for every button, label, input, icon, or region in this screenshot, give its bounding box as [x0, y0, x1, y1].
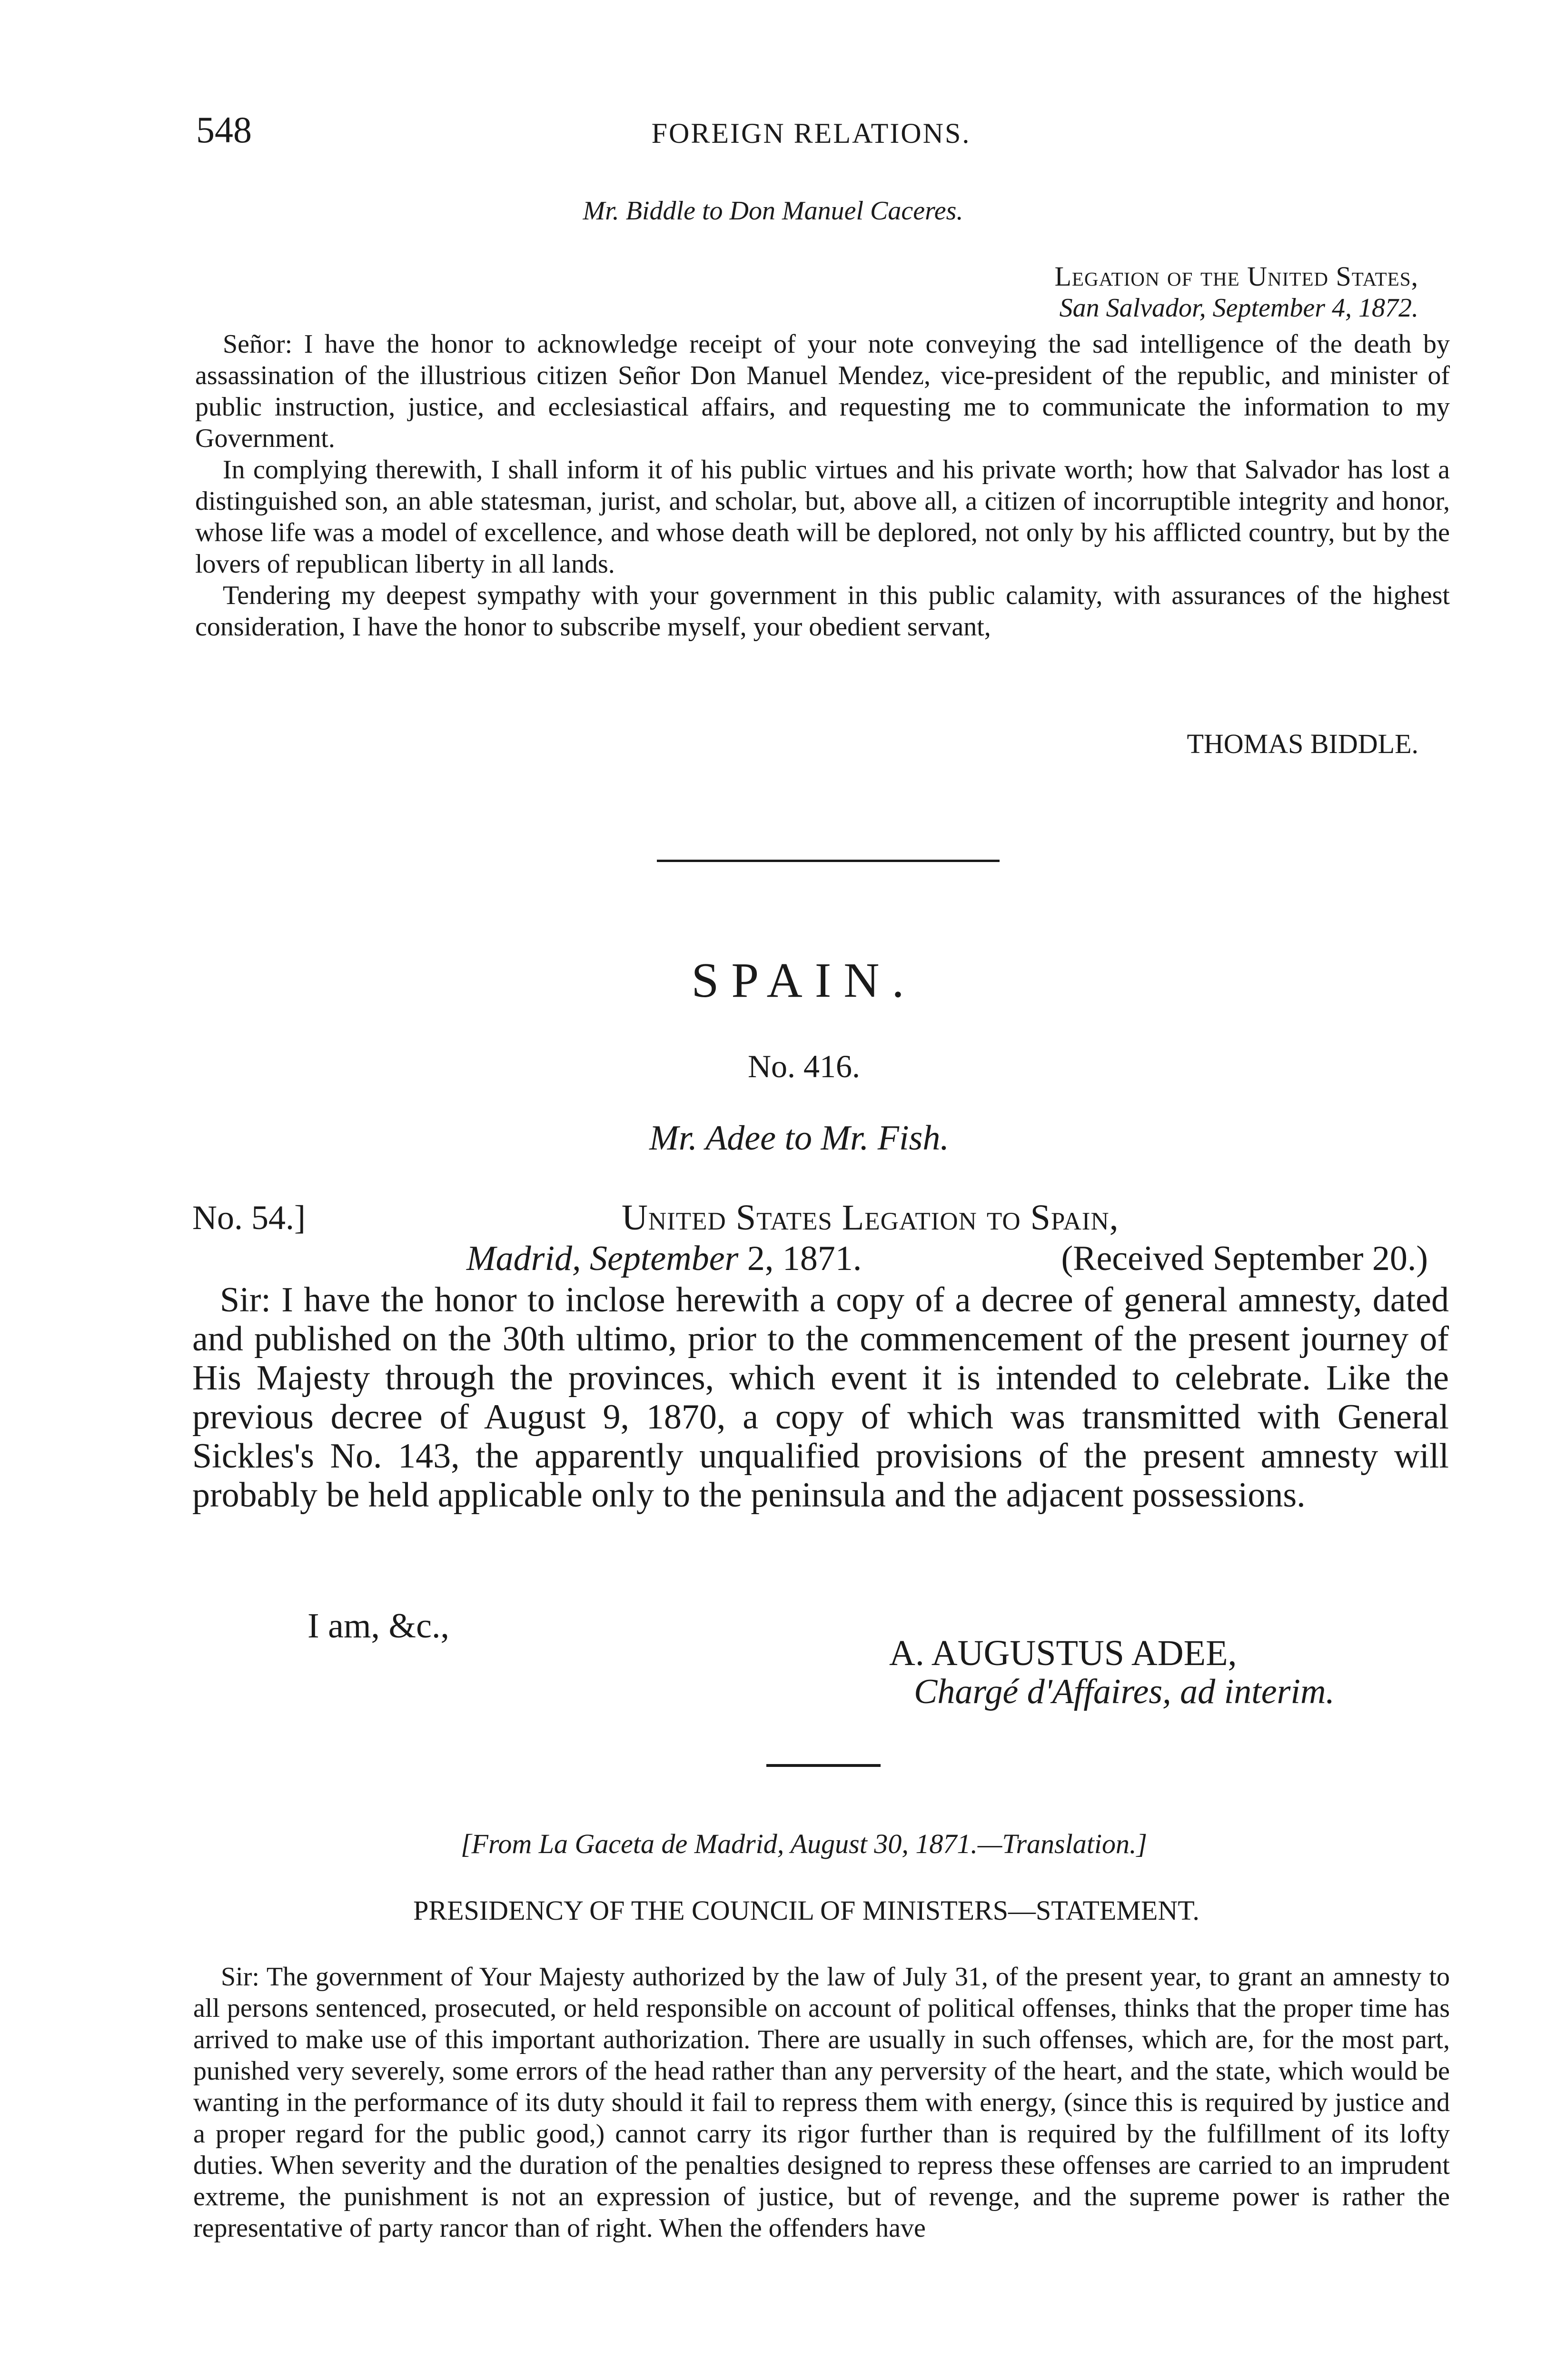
letter2-signature-title: Chargé d'Affaires, ad interim.	[914, 1672, 1335, 1711]
enclosure-body	[193, 1961, 1450, 2244]
letter1-place-line1: Legation of the United States,	[1054, 261, 1418, 292]
letter2-received: (Received September 20.)	[1061, 1239, 1428, 1278]
letter1-paragraph: Señor: I have the honor to acknowledge receipt of your note conveying the sad intelligence of the death by assassination of the illustrious citizen Señor Don Manuel Mendez, vice-president of the republic, and minister of public instruction, justice, and ecclesiastical affairs, and requesting me to communicate the information to my Government.	[195, 329, 1450, 453]
letter2-place-line1: United States Legation to Spain,	[622, 1198, 1119, 1238]
letter2-place-line2	[466, 1239, 862, 1279]
running-title: FOREIGN RELATIONS.	[651, 118, 971, 149]
document-number: No. 416.	[747, 1048, 861, 1084]
letter2-ref: No. 54.]	[192, 1199, 306, 1237]
enclosure-paragraph: Sir: The government of Your Majesty authorized by the law of July 31, of the present year, to grant an amnesty to all persons sentenced, prosecuted, or held responsible on account of political offenses, thinks that the proper time has arrived to make use of this important authorization. There are usually in such offenses, which are, for the most part, punished very severely, some errors of the head rather than any perversity of the heart, and the state, which would be wanting in the performance of its duty should it fail to repress them with energy, (since this is required by justice and a proper regard for the public good,) cannot carry its rigor further than is required by the fulfillment of its lofty duties. When severity and the duration of the penalties designed to repress these offenses are carried to an imprudent extreme, the punishment is not an expression of justice, but of revenge, and the supreme power is rather the representative of party rancor than of right. When the offenders have	[193, 1962, 1450, 2243]
letter1-paragraph: In complying therewith, I shall inform it of his public virtues and his private worth; how that Salvador has lost a distinguished son, an able statesman, jurist, and scholar, but, above all, a citizen of incorruptible integrity and honor, whose life was a model of excellence, and whose death will be deplored, not only by his afflicted country, but by the lovers of republican liberty in all lands.	[195, 455, 1450, 579]
letter2-paragraph: Sir: I have the honor to inclose herewith a copy of a decree of general amnesty, dated and published on the 30th ultimo, prior to the commencement of the present journey of His Majesty through the provinces, which event it is intended to celebrate. Like the previous decree of August 9, 1870, a copy of which was transmitted with General Sickles's No. 143, the apparently unqualified provisions of the present amnesty will probably be held applicable only to the peninsula and the adjacent possessions.	[192, 1280, 1449, 1515]
letter1-paragraph: Tendering my deepest sympathy with your government in this public calamity, with assurances of the highest consideration, I have the honor to subscribe myself, your obedient servant,	[195, 581, 1450, 642]
enclosure-heading: PRESIDENCY OF THE COUNCIL OF MINISTERS—STATEMENT.	[413, 1895, 1199, 1926]
letter1-place-line2: San Salvador, September 4, 1872.	[1059, 293, 1418, 323]
enclosure-divider	[766, 1764, 881, 1767]
section-heading: SPAIN.	[691, 953, 917, 1008]
page-number: 548	[196, 109, 252, 150]
letter2-signature: A. AUGUSTUS ADEE,	[889, 1633, 1237, 1673]
letter2-body	[192, 1280, 1449, 1515]
letter2-title: Mr. Adee to Mr. Fish.	[649, 1119, 949, 1158]
letter1-body	[195, 328, 1450, 643]
letter2-place-italic: Madrid, September	[466, 1239, 739, 1278]
section-divider	[657, 860, 1000, 862]
letter2-date: 2, 1871.	[738, 1239, 862, 1278]
letter2-closing: I am, &c.,	[307, 1606, 449, 1646]
letter1-title: Mr. Biddle to Don Manuel Caceres.	[583, 196, 963, 226]
enclosure-source: [From La Gaceta de Madrid, August 30, 1871.—Translation.]	[460, 1828, 1148, 1859]
letter1-signature: THOMAS BIDDLE.	[1187, 728, 1418, 759]
